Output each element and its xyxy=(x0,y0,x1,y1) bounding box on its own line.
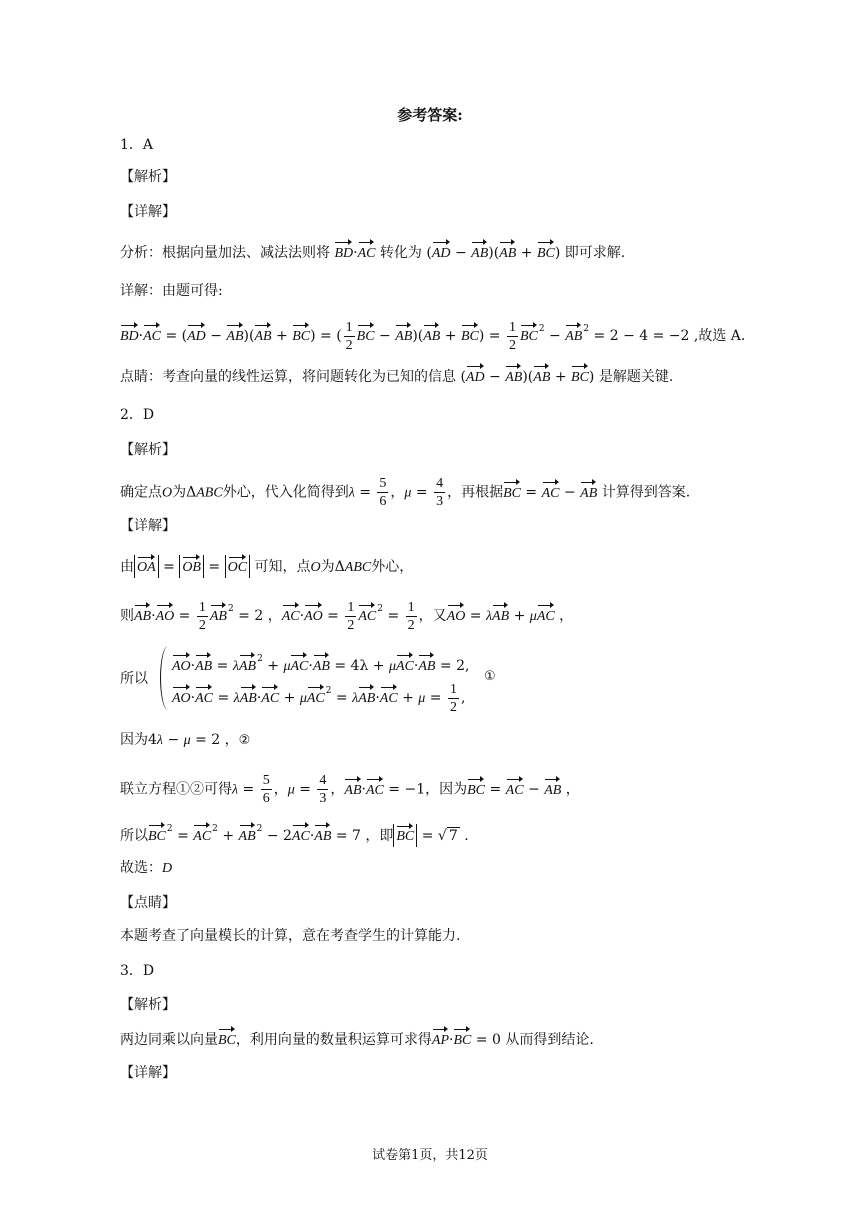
q2-system-eq1: AO·AB = λAB$^2$ + μAC·AB = 4λ + μAC·AB = 2, xyxy=(172,648,469,678)
q2-dianjing-heading: 【点睛】 xyxy=(120,895,176,911)
q2-circle-1: ① xyxy=(484,669,496,684)
q2-xiangjie-heading: 【详解】 xyxy=(120,518,176,534)
system-brace xyxy=(160,646,169,710)
q2-jiexi-heading: 【解析】 xyxy=(120,442,176,458)
q2-line2: 则AB·AO = $\frac{1}{2}$ $AB^2 = 2$ ，AC·AO = $\frac{1}{2}$ $AC^2$ = $\frac{1}{2}$ ，又AO = λAB + μAC ， xyxy=(120,599,574,633)
page-footer: 试卷第1页，共12页 xyxy=(372,1148,488,1163)
q3-analysis: 两边同乘以向量BC，利用向量的数量积运算可求得AP·BC = 0 从而得到结论. xyxy=(120,1027,594,1052)
q1-detail-formula: BD·AC = (AD − AB)(AB + BC) = ( $\frac{1}{2}$ BC − AB)(AB + BC) = $\frac{1}{2}$ $BC^2 - AB^2 = 2 - 4 = -2$ ,故选 A. xyxy=(120,319,746,353)
q1-analysis: 分析：根据向量加法、减法法则将 BD·AC 转化为 (AD − AB)(AB + BC) 即可求解. xyxy=(120,240,625,265)
q2-line1: 由 OA = OB = OC 可知，点O为ΔABC外心， xyxy=(120,555,413,579)
q2-yinwei: 因为4λ − μ = 2 ，② xyxy=(120,732,251,748)
q1-detail-intro: 详解：由题可得: xyxy=(120,283,223,299)
q3-jiexi-heading: 【解析】 xyxy=(120,997,176,1013)
q2-system-eq2: AO·AC = λAB·AC + μAC$^2$ = λAB·AC + μ = $\frac{1}{2}$ , xyxy=(172,681,466,715)
q1-number: 1．A xyxy=(120,137,154,153)
q2-suoyi-label: 所以 xyxy=(120,671,148,687)
q2-last: 所以$BC^2 = AC^2 + AB^2 - 2AC\cdot AB = 7$ ，即 BC = √ 7 . xyxy=(120,818,469,848)
q2-dianjing-text: 本题考查了向量模长的计算，意在考查学生的计算能力. xyxy=(120,928,461,944)
q1-dianjing: 点睛：考查向量的线性运算，将问题转化为已知的信息 (AD − AB)(AB + BC) 是解题关键. xyxy=(120,364,673,389)
page-title: 参考答案: xyxy=(397,106,463,124)
q2-number: 2．D xyxy=(120,407,155,423)
q3-xiangjie-heading: 【详解】 xyxy=(120,1065,176,1081)
q1-xiangjie-heading: 【详解】 xyxy=(120,204,176,220)
q2-analysis: 确定点O为ΔABC外心，代入化简得到λ = $\frac{5}{6}$ ，μ = $\frac{4}{3}$ ，再根据BC = AC − AB 计算得到答案. xyxy=(120,476,691,509)
q1-jiexi-heading: 【解析】 xyxy=(120,169,176,185)
q2-guxuan: 故选：D xyxy=(120,860,173,876)
q2-lianli: 联立方程①②可得λ = $\frac{5}{6}$ ，μ = $\frac{4}{3}$ ，AB·AC = −1，因为BC = AC − AB ， xyxy=(120,773,580,806)
q3-number: 3．D xyxy=(120,963,155,979)
